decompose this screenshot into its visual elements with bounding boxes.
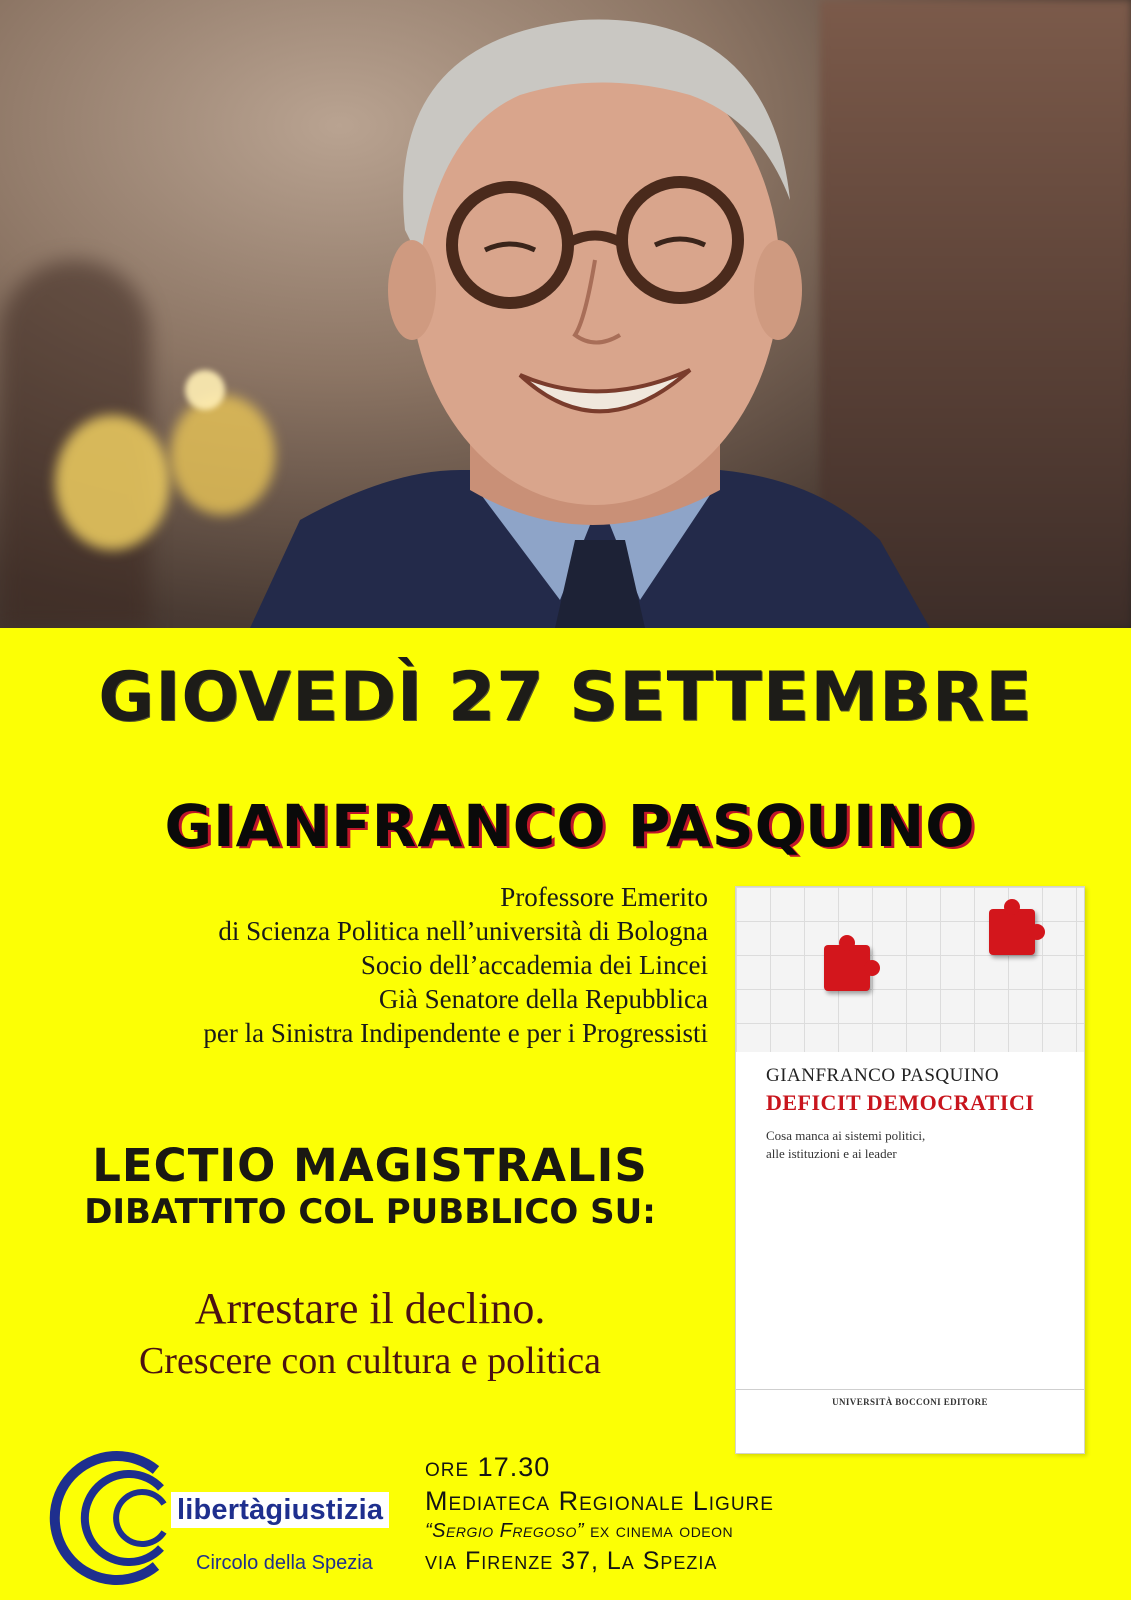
speaker-photo <box>0 0 1131 628</box>
book-author: GIANFRANCO PASQUINO <box>766 1065 1000 1086</box>
book-title: DEFICIT DEMOCRATICI <box>766 1090 1035 1115</box>
book-subtitle-line: Cosa manca ai sistemi politici, <box>766 1128 926 1143</box>
lectio-title: LECTIO MAGISTRALIS <box>92 1139 648 1192</box>
event-venue-note: ex cinema odeon <box>584 1520 734 1542</box>
logo-circle-name: Circolo della Spezia <box>196 1552 373 1574</box>
topic-line-2: Crescere con cultura e politica <box>138 1340 602 1382</box>
book-subtitle-line: alle istituzioni e ai leader <box>766 1146 897 1161</box>
puzzle-pattern <box>736 887 1084 1052</box>
bio-line: Socio dell’accademia dei Lincei <box>360 950 708 980</box>
event-venue-name: “Sergio Fregoso” <box>425 1520 585 1542</box>
book-divider <box>736 1389 1084 1390</box>
book-cover <box>735 886 1085 1454</box>
lectio-heading <box>40 1140 700 1232</box>
bio-line: Professore Emerito <box>500 882 708 912</box>
puzzle-piece-icon <box>989 909 1035 955</box>
bio-line: Già Senatore della Repubblica <box>378 984 708 1014</box>
organization-logo <box>36 1448 416 1588</box>
speaker-bio <box>20 880 708 1050</box>
speaker-name: GIANFRANCO PASQUINO <box>164 792 976 860</box>
logo-brand-name: libertàgiustizia <box>171 1492 389 1528</box>
topic-line-1: Arrestare il declino. <box>194 1284 546 1333</box>
bio-line: per la Sinistra Indipendente e per i Progressisti <box>203 1018 708 1048</box>
event-time: ore 17.30 <box>425 1452 551 1482</box>
event-address: via Firenze 37, La Spezia <box>425 1547 718 1575</box>
logo-mark-icon <box>36 1448 186 1588</box>
event-info <box>425 1450 925 1578</box>
bio-line: di Scienza Politica nell’università di Bologna <box>218 916 708 946</box>
lecture-topic <box>30 1282 710 1386</box>
event-date-title: GIOVEDÌ 27 SETTEMBRE <box>98 658 1033 737</box>
event-venue: Mediateca Regionale Ligure <box>425 1486 774 1516</box>
puzzle-piece-icon <box>824 945 870 991</box>
event-venue-detail <box>425 1518 925 1544</box>
book-subtitle <box>766 1127 1066 1163</box>
book-publisher: UNIVERSITÀ BOCCONI EDITORE <box>832 1397 988 1407</box>
speaker-portrait <box>0 0 1131 628</box>
debate-subtitle: DIBATTITO COL PUBBLICO SU: <box>84 1192 656 1232</box>
